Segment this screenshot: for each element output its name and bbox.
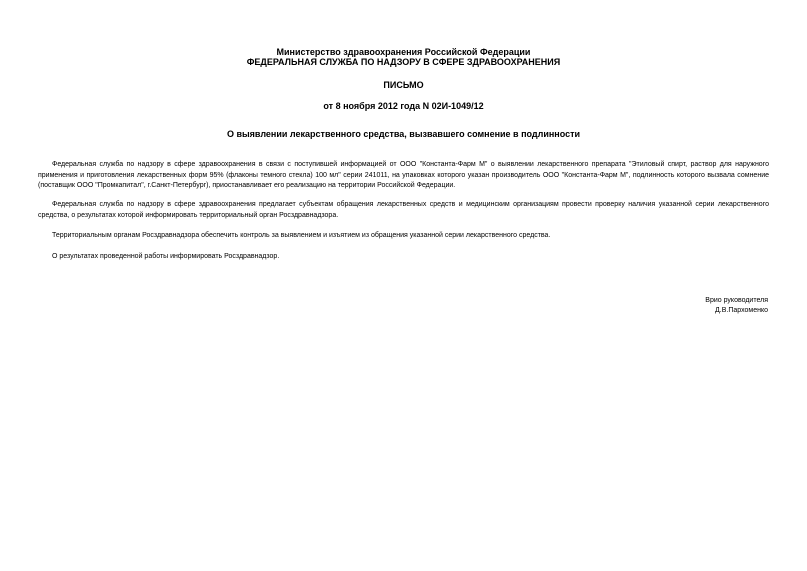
- document-subject: О выявлении лекарственного средства, вызвавшего сомнение в подлинности: [226, 129, 581, 139]
- body-paragraph-1: Федеральная служба по надзору в сфере здравоохранения в связи с поступившей информацией от ООО "Константа-Фарм М" о выявлении лекарственного препарата "Этиловый спирт, раствор для наружного применения и приготовления лекарственных форм 95% (флаконы темного стекла) 100 мл" серии 241011, на упаковках которого указан производитель ООО "Константа-Фарм М", подлинность которого вызвала сомнение (поставщик ООО "Промкапитал", г.Санкт-Петербург), приостанавливает его реализацию на территории Российской Федерации.: [38, 161, 769, 189]
- signature-role: Врио руководителя: [705, 297, 768, 304]
- signature-name: Д.В.Пархоменко: [715, 307, 768, 314]
- service-heading: ФЕДЕРАЛЬНАЯ СЛУЖБА ПО НАДЗОРУ В СФЕРЕ ЗДРАВООХРАНЕНИЯ: [246, 57, 561, 67]
- ministry-heading: Министерство здравоохранения Российской Федерации: [276, 47, 531, 57]
- body-paragraph-4: О результатах проведенной работы информировать Росздравнадзор.: [52, 253, 280, 260]
- document-type: ПИСЬМО: [383, 80, 424, 90]
- body-paragraph-2: Федеральная служба по надзору в сфере здравоохранения предлагает субъектам обращения лекарственных средств и медицинским организациям провести проверку наличия указанной серии лекарственного средства, о результатах которой информировать территориальный орган Росздравнадзора.: [38, 201, 769, 219]
- document-date-number: от 8 ноября 2012 года N 02И-1049/12: [323, 101, 484, 111]
- body-paragraph-3: Территориальным органам Росздравнадзора обеспечить контроль за выявлением и изъятием из обращения указанной серии лекарственного средства.: [52, 232, 551, 239]
